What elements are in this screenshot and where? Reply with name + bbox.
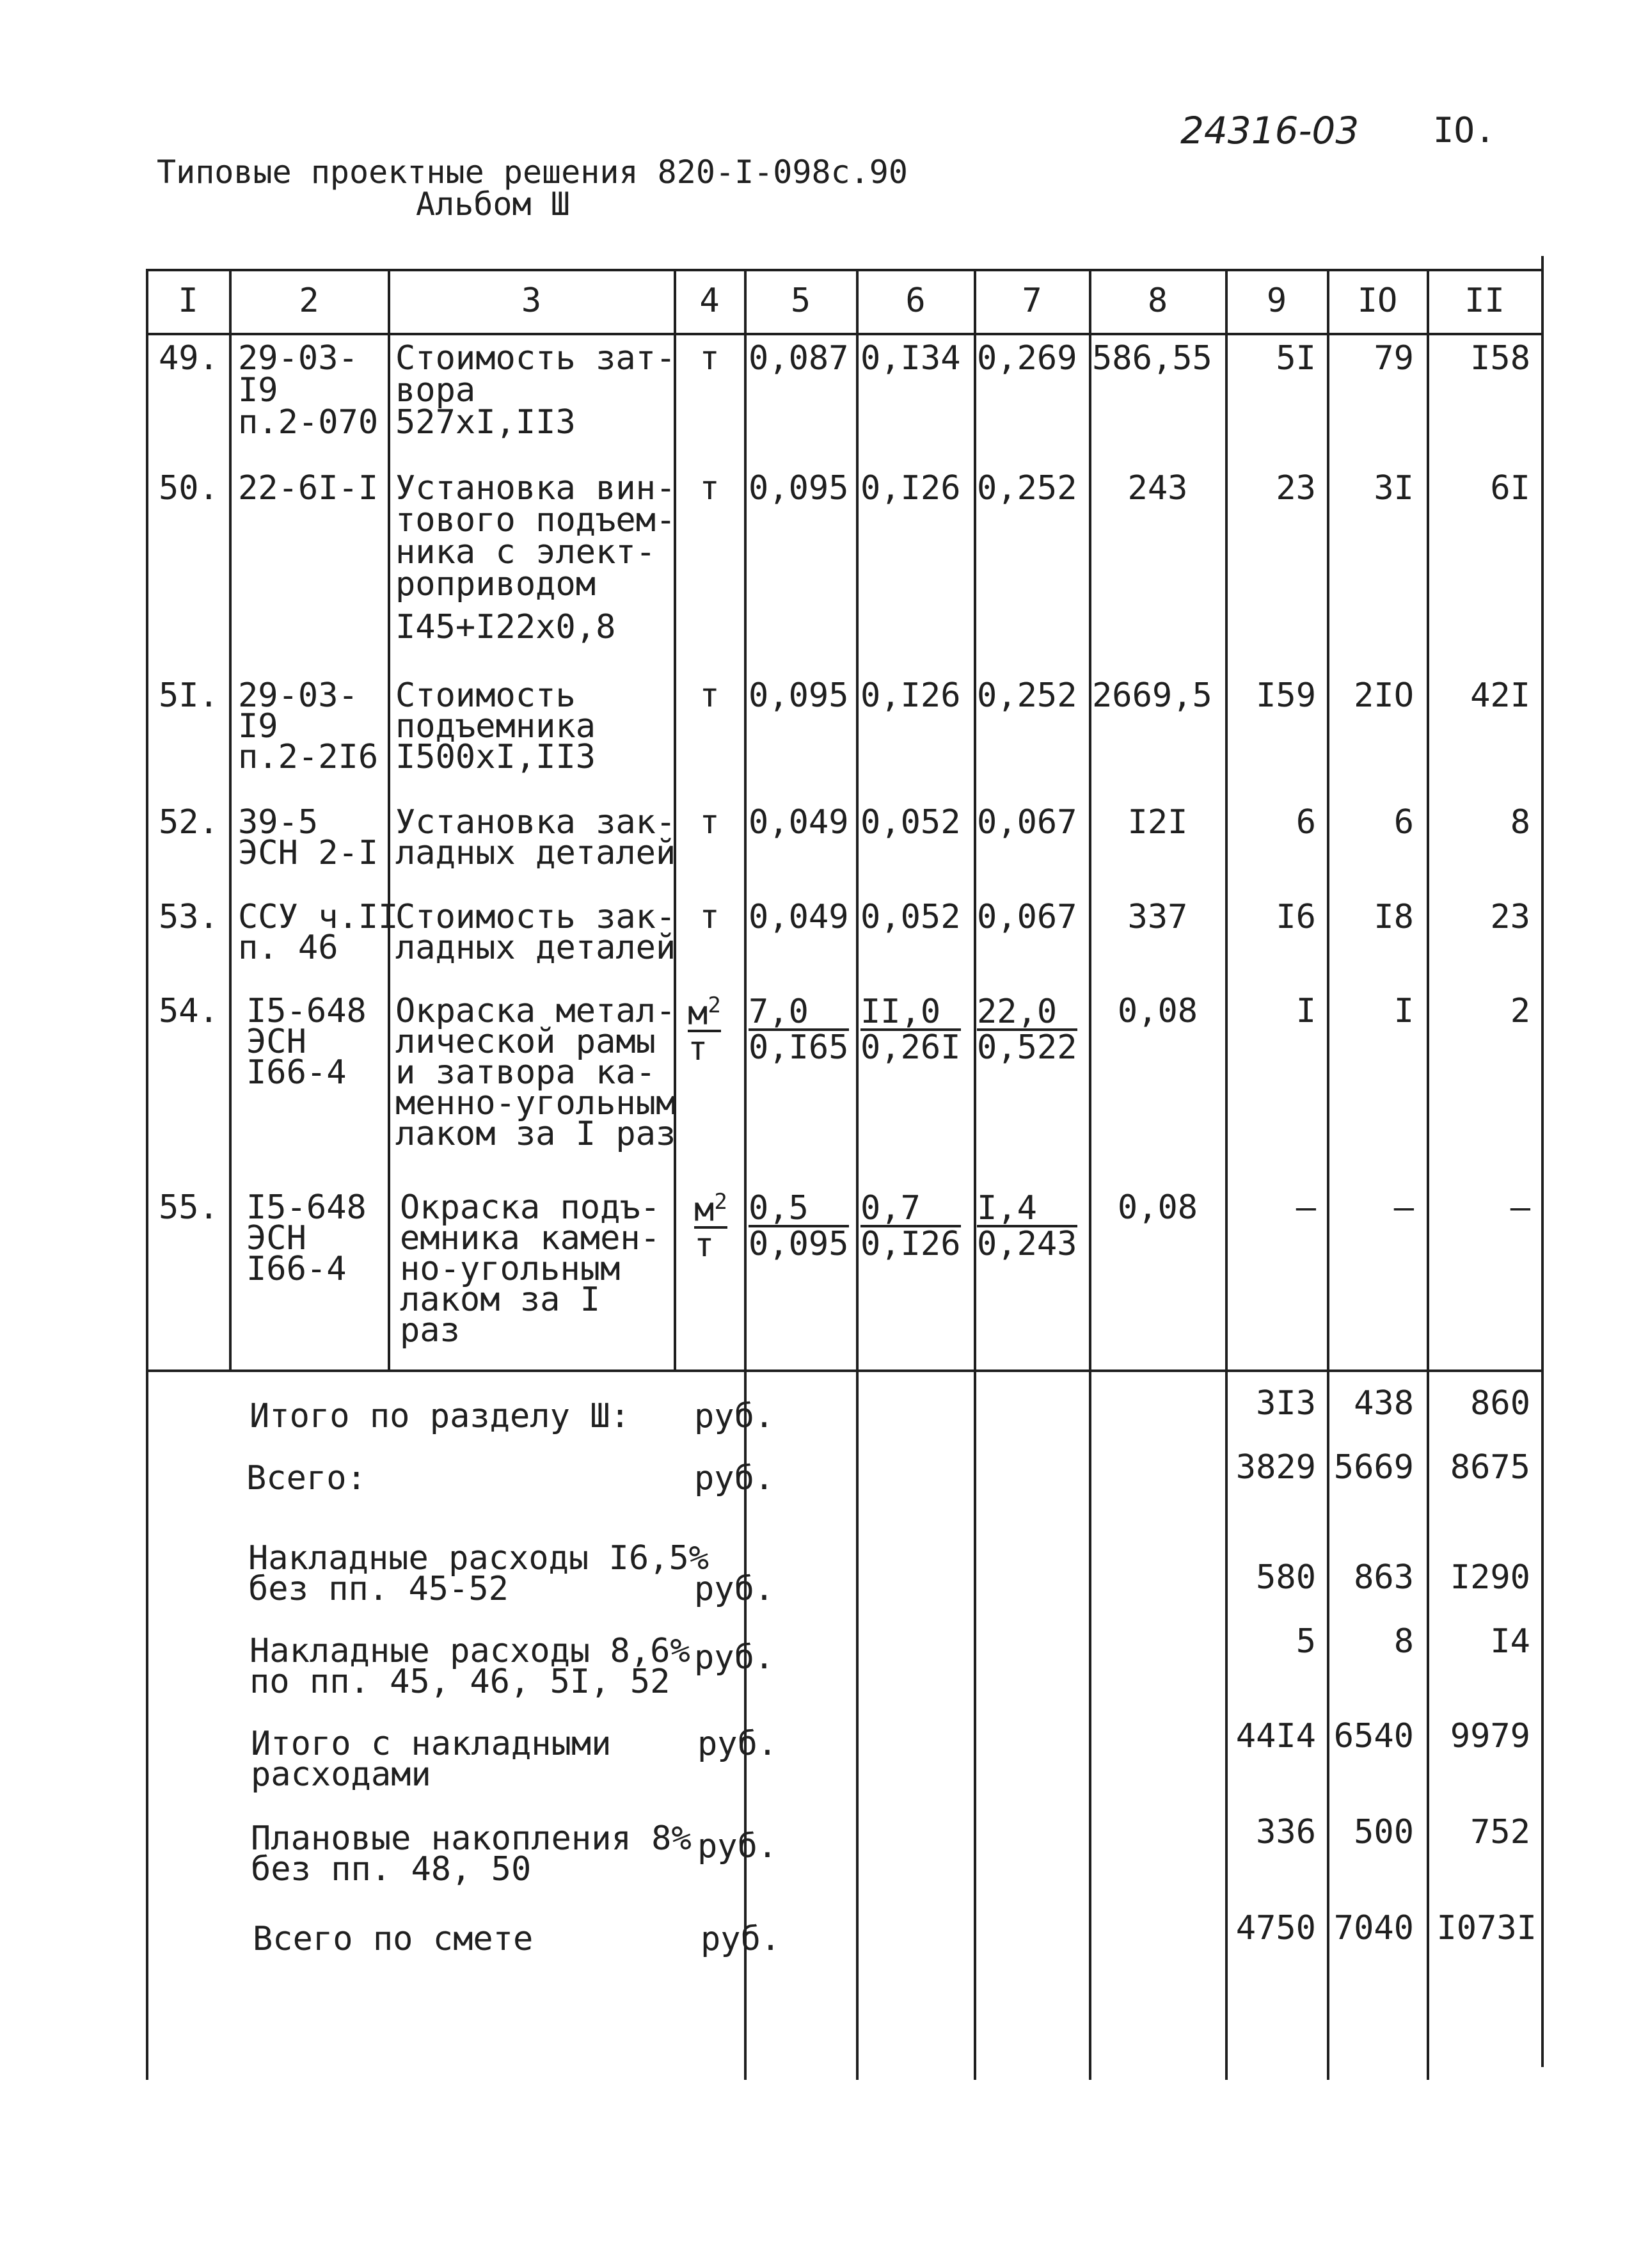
- work-description: лаком за I: [400, 1281, 601, 1319]
- value-col8: 0,08: [1117, 992, 1198, 1030]
- norm-code: ССУ ч.II: [238, 898, 399, 936]
- unit: т: [699, 676, 720, 715]
- norm-code: 29-03-: [238, 676, 358, 715]
- value-col6-fraction: [860, 1189, 961, 1263]
- value-col5-top: 0,5: [749, 1192, 849, 1227]
- unit: т: [699, 339, 720, 378]
- column-header: 9: [1266, 282, 1287, 320]
- work-description: ника с элект-: [395, 533, 656, 571]
- value-col10: 2IO: [1354, 676, 1414, 715]
- column-header: 8: [1147, 282, 1168, 320]
- total-col9: 4750: [1235, 1909, 1316, 1947]
- value-col5: 0,049: [749, 803, 849, 842]
- value-col5-bottom: 0,I65: [749, 1028, 849, 1067]
- norm-code: ЭСН: [246, 1219, 306, 1258]
- value-col6: 0,I26: [860, 676, 961, 715]
- column-header: IO: [1357, 282, 1398, 320]
- album-label: Альбом Ш: [416, 186, 570, 223]
- value-col11: 8: [1510, 803, 1530, 842]
- unit-fraction: [688, 989, 721, 1069]
- value-col9: –: [1296, 1188, 1316, 1227]
- total-col9: 3829: [1235, 1448, 1316, 1487]
- value-col7: 0,252: [977, 676, 1077, 715]
- value-col5: 0,095: [749, 676, 849, 715]
- total-label: Плановые накопления 8%: [251, 1819, 692, 1858]
- work-description: подъемника: [395, 707, 596, 746]
- total-col11: 8675: [1450, 1448, 1530, 1487]
- value-col11: I58: [1470, 339, 1530, 378]
- total-col9: 3I3: [1256, 1384, 1316, 1423]
- total-label: Накладные расходы I6,5%: [248, 1539, 709, 1577]
- total-label: Накладные расходы 8,6%: [250, 1632, 690, 1670]
- work-description: емника камен-: [400, 1219, 660, 1258]
- document-title: Типовые проектные решения 820-I-098с.90: [157, 154, 908, 191]
- total-col10: 438: [1354, 1384, 1414, 1423]
- norm-code: I66-4: [246, 1053, 347, 1092]
- total-unit: руб.: [694, 1638, 775, 1677]
- row-number: 55.: [159, 1188, 219, 1227]
- value-col6: 0,052: [860, 898, 961, 936]
- value-col11: 42I: [1470, 676, 1530, 715]
- work-description: лической рамы: [395, 1023, 656, 1061]
- work-description: I45+I22x0,8: [395, 608, 616, 646]
- total-unit: руб.: [694, 1397, 775, 1435]
- total-unit: руб.: [701, 1920, 781, 1958]
- work-description: 527хI,II3: [395, 403, 576, 442]
- unit-bottom: т: [694, 1226, 715, 1265]
- value-col9: I59: [1256, 676, 1316, 715]
- total-col9: 44I4: [1235, 1717, 1316, 1755]
- column-header: I: [178, 282, 198, 320]
- value-col10: 6: [1393, 803, 1414, 842]
- total-col10: 7040: [1333, 1909, 1414, 1947]
- value-col10: 79: [1374, 339, 1414, 378]
- total-col10: 6540: [1333, 1717, 1414, 1755]
- work-description: Окраска метал-: [395, 992, 676, 1030]
- total-col11: 860: [1470, 1384, 1530, 1423]
- value-col8: 337: [1127, 898, 1188, 936]
- total-label: Итого с накладными: [251, 1725, 612, 1763]
- work-description: Стоимость зат-: [395, 339, 676, 378]
- row-number: 54.: [159, 992, 219, 1030]
- total-unit: руб.: [694, 1570, 775, 1608]
- work-description: и затвора ка-: [395, 1053, 656, 1092]
- value-col9: 5I: [1276, 339, 1316, 378]
- work-description: ладных деталей: [395, 834, 676, 872]
- value-col10: –: [1393, 1188, 1414, 1227]
- unit-top: $м^2$: [694, 1185, 727, 1229]
- value-col11: 23: [1490, 898, 1530, 936]
- work-description: Стоимость: [395, 676, 576, 715]
- total-col10: 8: [1393, 1622, 1414, 1661]
- norm-code: I9: [238, 707, 278, 746]
- norm-code: I9: [238, 371, 278, 410]
- row-number: 52.: [159, 803, 219, 842]
- work-description: раз: [400, 1311, 460, 1350]
- value-col7: 0,067: [977, 898, 1077, 936]
- unit: т: [699, 469, 720, 507]
- total-col11: I290: [1450, 1558, 1530, 1597]
- value-col11: –: [1510, 1188, 1530, 1227]
- total-label: по пп. 45, 46, 5I, 52: [250, 1663, 670, 1701]
- value-col8: 0,08: [1117, 1188, 1198, 1227]
- work-description: Установка вин-: [395, 469, 676, 507]
- total-col9: 5: [1296, 1622, 1316, 1661]
- row-number: 53.: [159, 898, 219, 936]
- work-description: Стоимость зак-: [395, 898, 676, 936]
- value-col6-fraction: [860, 993, 961, 1067]
- row-number: 50.: [159, 469, 219, 507]
- work-description: но-угольным: [400, 1250, 621, 1288]
- value-col5-fraction: [749, 1189, 849, 1263]
- value-col7-fraction: [977, 993, 1077, 1067]
- value-col7-top: 22,0: [977, 995, 1077, 1031]
- total-label: Всего по смете: [253, 1920, 534, 1958]
- unit: т: [699, 898, 720, 936]
- total-unit: руб.: [694, 1459, 775, 1497]
- value-col5-bottom: 0,095: [749, 1225, 849, 1263]
- work-description: роприводом: [395, 565, 596, 603]
- value-col8: 2669,5: [1092, 676, 1212, 715]
- work-description: вора: [395, 371, 476, 410]
- norm-code: п.2-070: [238, 403, 379, 442]
- value-col5: 0,095: [749, 469, 849, 507]
- total-col9: 580: [1256, 1558, 1316, 1597]
- norm-code: 22-6I-I: [238, 469, 379, 507]
- value-col11: 6I: [1490, 469, 1530, 507]
- value-col7-top: I,4: [977, 1192, 1077, 1227]
- total-label: Всего:: [246, 1459, 367, 1497]
- total-col11: 9979: [1450, 1717, 1530, 1755]
- norm-code: п.2-2I6: [238, 738, 379, 776]
- norm-code: п. 46: [238, 929, 338, 967]
- value-col7: 0,269: [977, 339, 1077, 378]
- value-col6: 0,052: [860, 803, 961, 842]
- value-col10: I8: [1374, 898, 1414, 936]
- value-col8: 586,55: [1092, 339, 1212, 378]
- work-description: лаком за I раз: [395, 1115, 676, 1153]
- total-col10: 5669: [1333, 1448, 1414, 1487]
- total-col9: 336: [1256, 1813, 1316, 1851]
- value-col9: I: [1296, 992, 1316, 1030]
- row-number: 49.: [159, 339, 219, 378]
- work-description: тового подъем-: [395, 501, 676, 539]
- value-col7-bottom: 0,522: [977, 1028, 1077, 1067]
- norm-code: 39-5: [238, 803, 319, 842]
- norm-code: 29-03-: [238, 339, 358, 378]
- document-code: 24316-03: [1180, 109, 1359, 152]
- work-description: менно-угольным: [395, 1084, 676, 1122]
- total-col10: 500: [1354, 1813, 1414, 1851]
- total-label: Итого по разделу Ш:: [250, 1397, 630, 1435]
- norm-code: ЭСН 2-I: [238, 834, 379, 872]
- value-col6-top: II,0: [860, 995, 961, 1031]
- value-col9: I6: [1276, 898, 1316, 936]
- column-header: 2: [299, 282, 319, 320]
- value-col10: 3I: [1374, 469, 1414, 507]
- norm-code: ЭСН: [246, 1023, 306, 1061]
- norm-code: I5-648: [246, 992, 367, 1030]
- value-col7-bottom: 0,243: [977, 1225, 1077, 1263]
- work-description: I500хI,II3: [395, 738, 596, 776]
- value-col5: 0,049: [749, 898, 849, 936]
- work-description: Окраска подъ-: [400, 1188, 660, 1227]
- total-col11: I073I: [1436, 1909, 1537, 1947]
- total-unit: руб.: [697, 1827, 778, 1865]
- value-col7: 0,252: [977, 469, 1077, 507]
- value-col10: I: [1393, 992, 1414, 1030]
- total-col11: 752: [1470, 1813, 1530, 1851]
- value-col6-bottom: 0,26I: [860, 1028, 961, 1067]
- total-unit: руб.: [697, 1725, 778, 1763]
- value-col5: 0,087: [749, 339, 849, 378]
- page-number: IO.: [1433, 110, 1496, 150]
- column-header: II: [1464, 282, 1505, 320]
- unit-bottom: т: [688, 1030, 708, 1069]
- value-col7: 0,067: [977, 803, 1077, 842]
- value-col6-bottom: 0,I26: [860, 1225, 961, 1263]
- total-col11: I4: [1490, 1622, 1530, 1661]
- norm-code: I66-4: [246, 1250, 347, 1288]
- unit-top: $м^2$: [688, 989, 721, 1032]
- work-description: ладных деталей: [395, 929, 676, 967]
- column-header: 7: [1022, 282, 1042, 320]
- value-col6-top: 0,7: [860, 1192, 961, 1227]
- column-header: 6: [905, 282, 926, 320]
- column-header: 5: [790, 282, 811, 320]
- unit-fraction: [694, 1185, 727, 1265]
- value-col8: 243: [1127, 469, 1188, 507]
- column-header: 3: [521, 282, 542, 320]
- value-col5-top: 7,0: [749, 995, 849, 1031]
- value-col6: 0,I26: [860, 469, 961, 507]
- total-label: без пп. 48, 50: [251, 1850, 532, 1889]
- total-label: без пп. 45-52: [248, 1570, 509, 1608]
- unit: т: [699, 803, 720, 842]
- value-col9: 6: [1296, 803, 1316, 842]
- value-col6: 0,I34: [860, 339, 961, 378]
- value-col9: 23: [1276, 469, 1316, 507]
- total-label: расходами: [251, 1755, 431, 1794]
- work-description: Установка зак-: [395, 803, 676, 842]
- row-number: 5I.: [159, 676, 219, 715]
- value-col7-fraction: [977, 1189, 1077, 1263]
- norm-code: I5-648: [246, 1188, 367, 1227]
- total-col10: 863: [1354, 1558, 1414, 1597]
- column-header: 4: [699, 282, 720, 320]
- value-col11: 2: [1510, 992, 1530, 1030]
- value-col5-fraction: [749, 993, 849, 1067]
- value-col8: I2I: [1127, 803, 1188, 842]
